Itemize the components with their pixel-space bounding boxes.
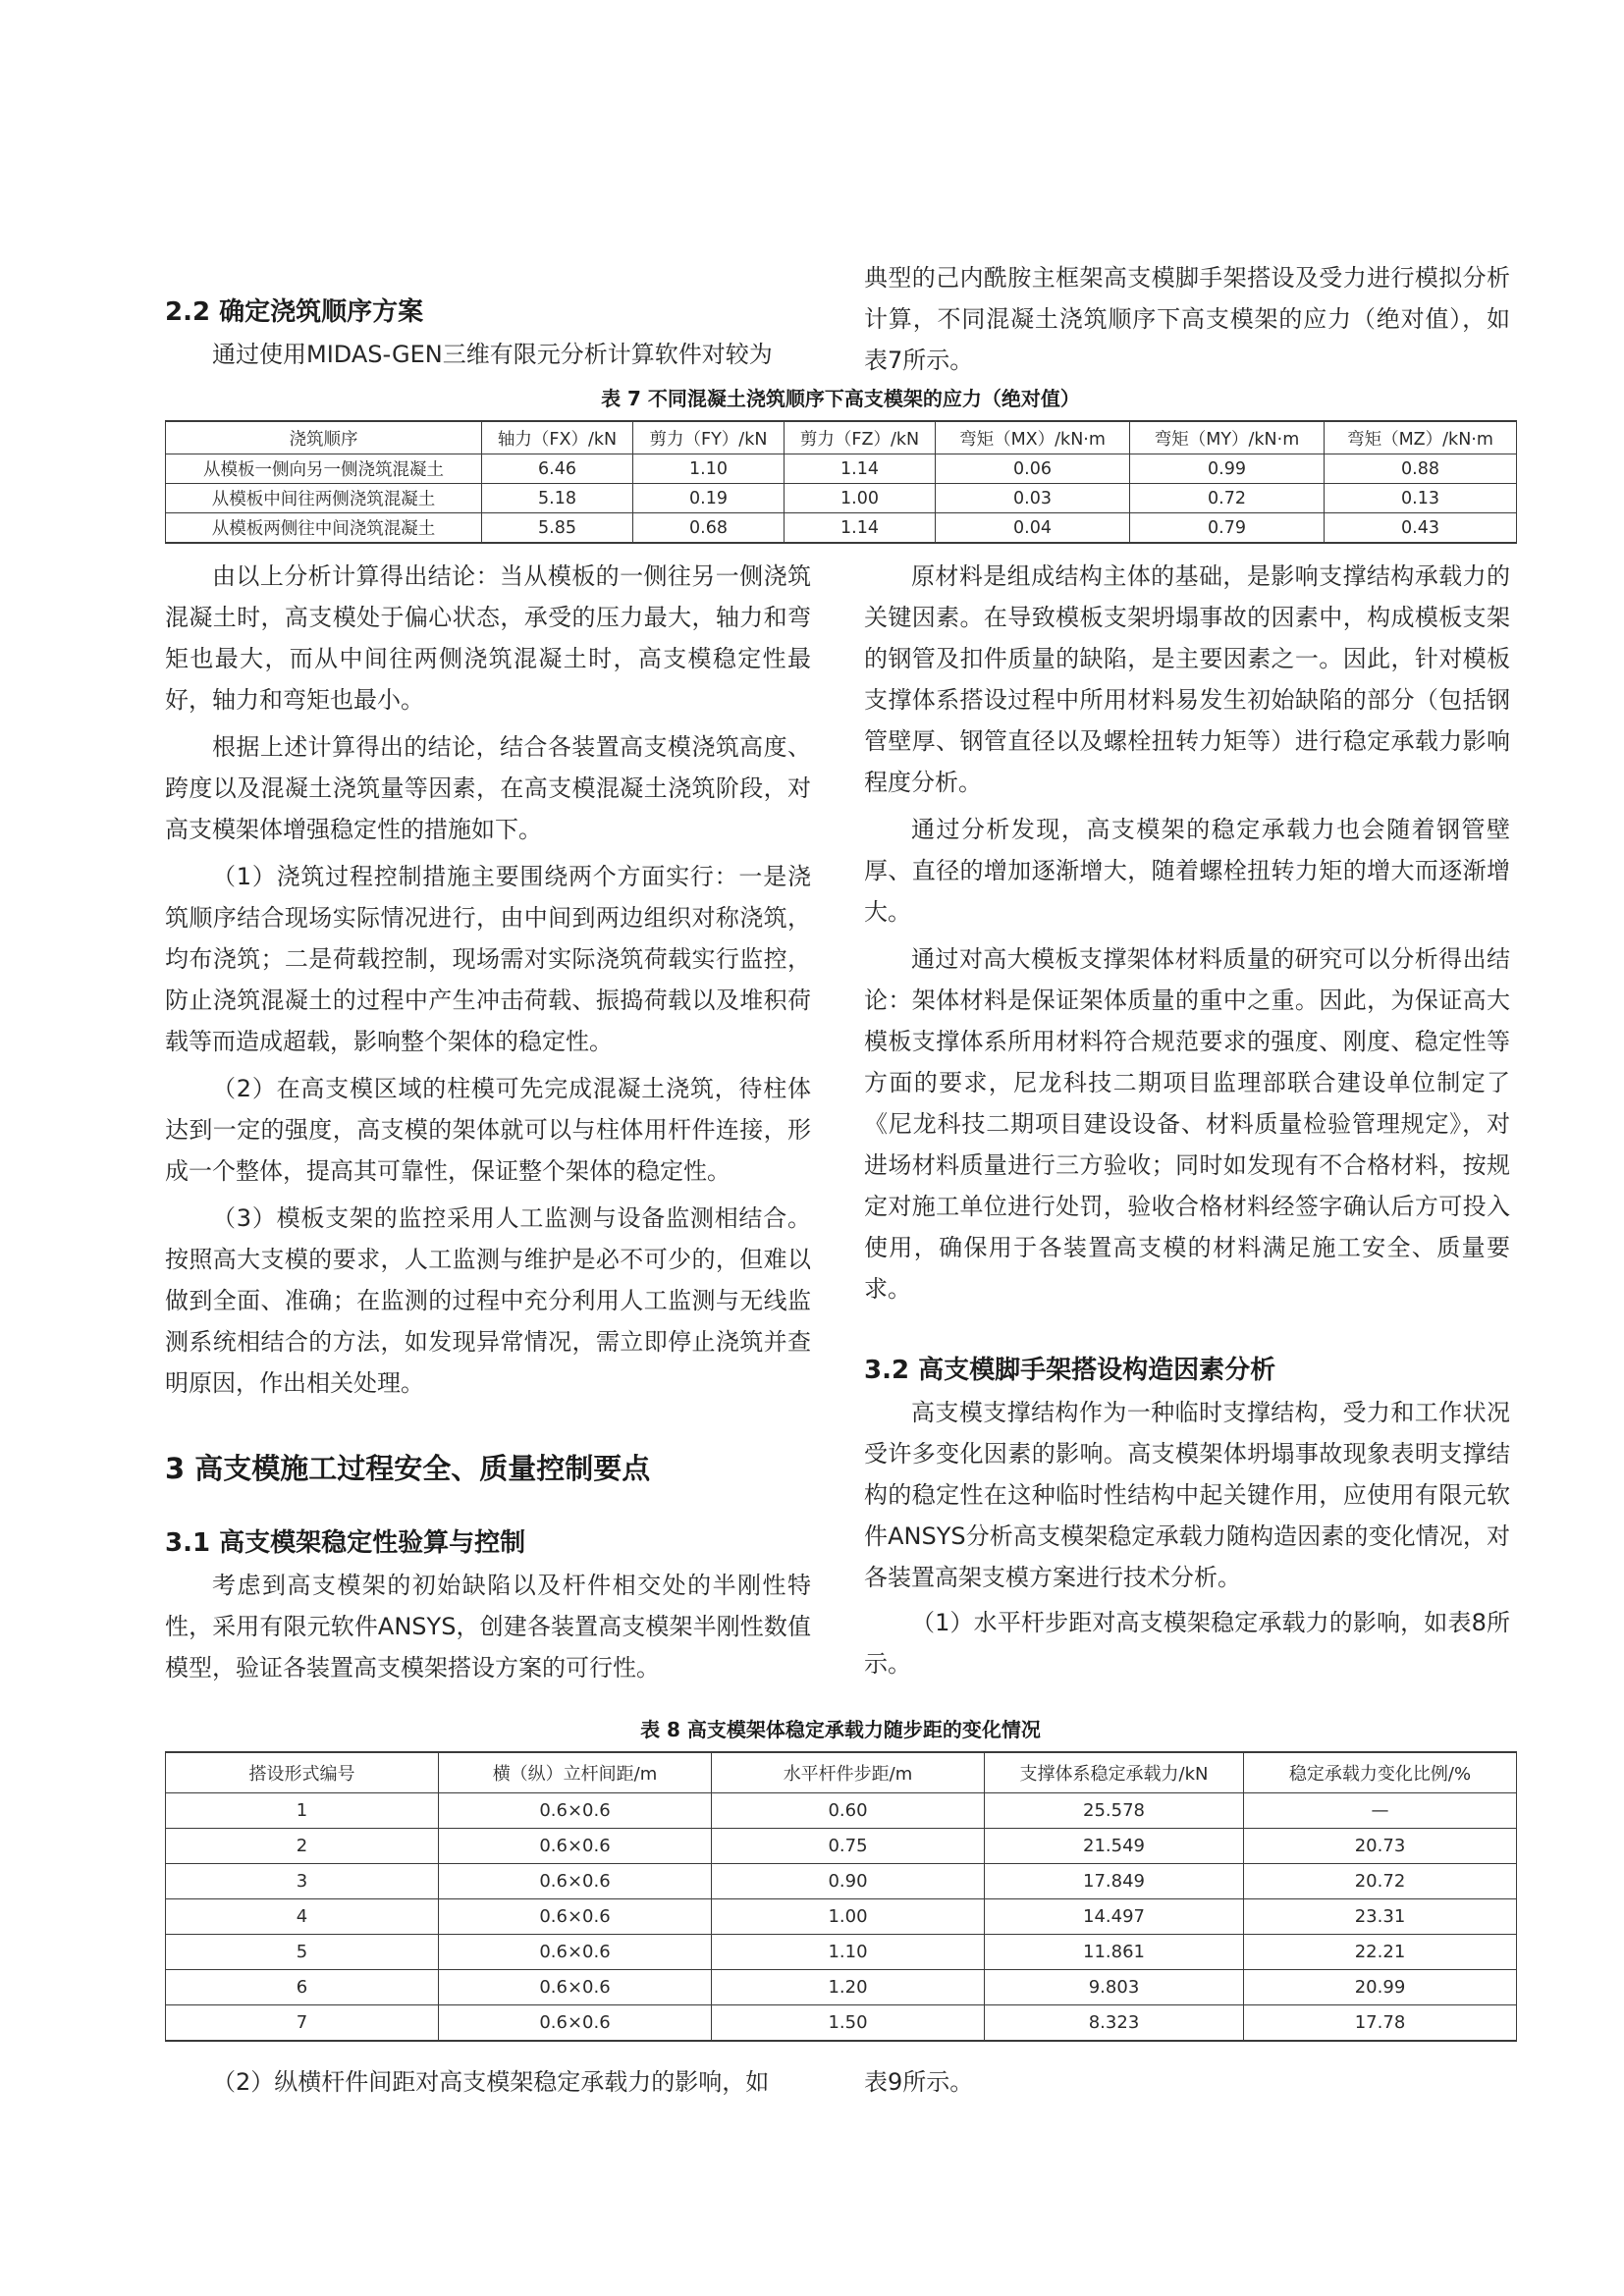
table7-header-row [166,421,1517,454]
table-cell: 1.10 [712,1935,985,1970]
right-column [864,556,1510,1684]
paragraph-midas: 通过使用MIDAS-GEN三维有限元分析计算软件对较为 [212,341,773,368]
table-cell: 5.85 [482,513,633,544]
paragraph-measure-1: （1）浇筑过程控制措施主要围绕两个方面实行：一是浇筑顺序结合现场实际情况进行，由中间到两边组织对称浇筑，均布浇筑；二是荷载控制，现场需对实际浇筑荷载实行监控，防止浇筑混凝土的过程中产生冲击荷载、振捣荷载以及堆积荷载等而造成超载，影响整个架体的稳定性。 [165,863,811,1055]
paragraph-analysis: 通过分析发现，高支模架的稳定承载力也会随着钢管壁厚、直径的增加逐渐增大，随着螺栓扭转力矩的增大而逐渐增大。 [864,816,1510,926]
table-cell: — [1244,1793,1517,1829]
table-cell: 8.323 [985,2005,1244,2042]
table-cell: 5.18 [482,484,633,513]
table-cell: 从模板一侧向另一侧浇筑混凝土 [166,454,482,484]
table8 [165,1751,1517,2042]
table-cell: 21.549 [985,1829,1244,1864]
table7-wrapper [165,420,1517,544]
table-row [166,454,1517,484]
paragraph-table9-ref: 表9所示。 [864,2068,974,2096]
table-cell: 0.88 [1325,454,1517,484]
table-cell: 0.6×0.6 [439,1864,712,1899]
table-cell: 2 [166,1829,439,1864]
paragraph-quality: 通过对高大模板支撑架体材料质量的研究可以分析得出结论：架体材料是保证架体质量的重中之重。因此，为保证高大模板支撑体系所用材料符合规范要求的强度、刚度、稳定性等方面的要求，尼龙科技二期项目监理部联合建设单位制定了《尼龙科技二期项目建设设备、材料质量检验管理规定》，对进场材料质量进行三方验收；同时如发现有不合格材料，按规定对施工单位进行处罚，验收合格材料经签字确认后方可投入使用，确保用于各装置高支模的材料满足施工安全、质量要求。 [864,945,1510,1303]
paragraph-continuation: 典型的己内酰胺主框架高支模脚手架搭设及受力进行模拟分析计算，不同混凝土浇筑顺序下高支模架的应力（绝对值），如表7所示。 [864,264,1510,374]
table-cell: 1.00 [712,1899,985,1935]
table-row [166,1970,1517,2005]
table-cell: 11.861 [985,1935,1244,1970]
table-cell: 0.68 [633,513,785,544]
table7-header-cell: 轴力（FX）/kN [482,421,633,454]
table7-header-cell: 剪力（FY）/kN [633,421,785,454]
right-top-block [864,257,1510,381]
table-row [166,513,1517,544]
table-cell: 7 [166,2005,439,2042]
table8-header-cell: 水平杆件步距/m [712,1752,985,1793]
table-cell: 20.73 [1244,1829,1517,1864]
table-cell: 0.99 [1130,454,1325,484]
table8-header-cell: 搭设形式编号 [166,1752,439,1793]
table-cell: 0.04 [936,513,1130,544]
table-cell: 0.75 [712,1829,985,1864]
table-cell: 1.00 [785,484,936,513]
table-cell: 1.20 [712,1970,985,2005]
table-cell: 1 [166,1793,439,1829]
table-cell: 20.72 [1244,1864,1517,1899]
table-row [166,2005,1517,2042]
paragraph-materials: 原材料是组成结构主体的基础，是影响支撑结构承载力的关键因素。在导致模板支架坍塌事故的因素中，构成模板支架的钢管及扣件质量的缺陷，是主要因素之一。因此，针对模板支撑体系搭设过程中所用材料易发生初始缺陷的部分（包括钢管壁厚、钢管直径以及螺栓扭转力矩等）进行稳定承载力影响程度分析。 [864,562,1510,796]
table-cell: 0.06 [936,454,1130,484]
table-row [166,1899,1517,1935]
table-cell: 25.578 [985,1793,1244,1829]
table-row [166,1829,1517,1864]
table8-caption: 表 8 高支模架体稳定承载力随步距的变化情况 [640,1718,1041,1741]
table-cell: 6 [166,1970,439,2005]
table-cell: 0.72 [1130,484,1325,513]
table7-header-cell: 弯矩（MX）/kN·m [936,421,1130,454]
left-column [165,556,811,1688]
table-cell: 6.46 [482,454,633,484]
paragraph-conclusion: 由以上分析计算得出结论：当从模板的一侧往另一侧浇筑混凝土时，高支模处于偏心状态，承受的压力最大，轴力和弯矩也最大，而从中间往两侧浇筑混凝土时，高支模稳定性最好，轴力和弯矩也最小。 [165,562,811,714]
table-cell: 17.78 [1244,2005,1517,2042]
table7-header-cell: 浇筑顺序 [166,421,482,454]
table-cell: 0.6×0.6 [439,1970,712,2005]
table-cell: 0.6×0.6 [439,2005,712,2042]
table-cell: 0.60 [712,1793,985,1829]
table-cell: 5 [166,1935,439,1970]
table7-header-cell: 弯矩（MZ）/kN·m [1325,421,1517,454]
table-cell: 3 [166,1864,439,1899]
table-cell: 14.497 [985,1899,1244,1935]
table-cell: 22.21 [1244,1935,1517,1970]
table8-header-cell: 稳定承载力变化比例/% [1244,1752,1517,1793]
table-row [166,1864,1517,1899]
left-bottom-block [165,2061,811,2103]
table-cell: 0.6×0.6 [439,1899,712,1935]
table-cell: 1.50 [712,2005,985,2042]
left-top-block [165,293,811,375]
section-3-2-heading: 3.2 高支模脚手架搭设构造因素分析 [864,1356,1276,1385]
right-bottom-block [864,2061,1510,2103]
paragraph-spacing: （2）纵横杆件间距对高支模架稳定承载力的影响，如 [212,2068,770,2096]
table8-header-row [166,1752,1517,1793]
table-cell: 0.6×0.6 [439,1793,712,1829]
table-row [166,1935,1517,1970]
table-cell: 23.31 [1244,1899,1517,1935]
paragraph-measure-3: （3）模板支架的监控采用人工监测与设备监测相结合。按照高大支模的要求，人工监测与维护是必不可少的，但难以做到全面、准确；在监测的过程中充分利用人工监测与无线监测系统相结合的方法，如发现异常情况，需立即停止浇筑并查明原因，作出相关处理。 [165,1204,811,1397]
table-cell: 20.99 [1244,1970,1517,2005]
section-3-1-heading: 3.1 高支模架稳定性验算与控制 [165,1528,526,1558]
table-cell: 1.14 [785,454,936,484]
table-cell: 1.10 [633,454,785,484]
table-cell: 从模板中间往两侧浇筑混凝土 [166,484,482,513]
table7-header-cell: 剪力（FZ）/kN [785,421,936,454]
table-cell: 0.03 [936,484,1130,513]
chapter-3-heading: 3 高支模施工过程安全、质量控制要点 [165,1452,651,1485]
table-cell: 0.19 [633,484,785,513]
paragraph-ansys-model: 考虑到高支模架的初始缺陷以及杆件相交处的半刚性特性，采用有限元软件ANSYS，创建各装置高支模架半刚性数值模型，验证各装置高支模架搭设方案的可行性。 [165,1572,811,1682]
paragraph-step-distance: （1）水平杆步距对高支模架稳定承载力的影响，如表8所示。 [864,1609,1510,1678]
table8-wrapper [165,1751,1517,2042]
paragraph-structure: 高支模支撑结构作为一种临时支撑结构，受力和工作状况受许多变化因素的影响。高支模架体坍塌事故现象表明支撑结构的稳定性在这种临时性结构中起关键作用，应使用有限元软件ANSYS分析高支模架稳定承载力随构造因素的变化情况，对各装置高架支模方案进行技术分析。 [864,1399,1510,1591]
table7-caption: 表 7 不同混凝土浇筑顺序下高支模架的应力（绝对值） [601,387,1080,410]
table-row [166,484,1517,513]
table-cell: 17.849 [985,1864,1244,1899]
paragraph-measures-intro: 根据上述计算得出的结论，结合各装置高支模浇筑高度、跨度以及混凝土浇筑量等因素，在高支模混凝土浇筑阶段，对高支模架体增强稳定性的措施如下。 [165,733,811,843]
table-cell: 0.6×0.6 [439,1829,712,1864]
table-cell: 1.14 [785,513,936,544]
table8-header-cell: 支撑体系稳定承载力/kN [985,1752,1244,1793]
paragraph-measure-2: （2）在高支模区域的柱模可先完成混凝土浇筑，待柱体达到一定的强度，高支模的架体就可以与柱体用杆件连接，形成一个整体，提高其可靠性，保证整个架体的稳定性。 [165,1075,811,1185]
table-cell: 从模板两侧往中间浇筑混凝土 [166,513,482,544]
table-cell: 4 [166,1899,439,1935]
table-cell: 0.79 [1130,513,1325,544]
table7 [165,420,1517,544]
table-cell: 0.13 [1325,484,1517,513]
table-cell: 0.6×0.6 [439,1935,712,1970]
table-cell: 9.803 [985,1970,1244,2005]
table8-header-cell: 横（纵）立杆间距/m [439,1752,712,1793]
table-row [166,1793,1517,1829]
table-cell: 0.43 [1325,513,1517,544]
table7-header-cell: 弯矩（MY）/kN·m [1130,421,1325,454]
table-cell: 0.90 [712,1864,985,1899]
section-2-2-heading: 2.2 确定浇筑顺序方案 [165,297,424,327]
